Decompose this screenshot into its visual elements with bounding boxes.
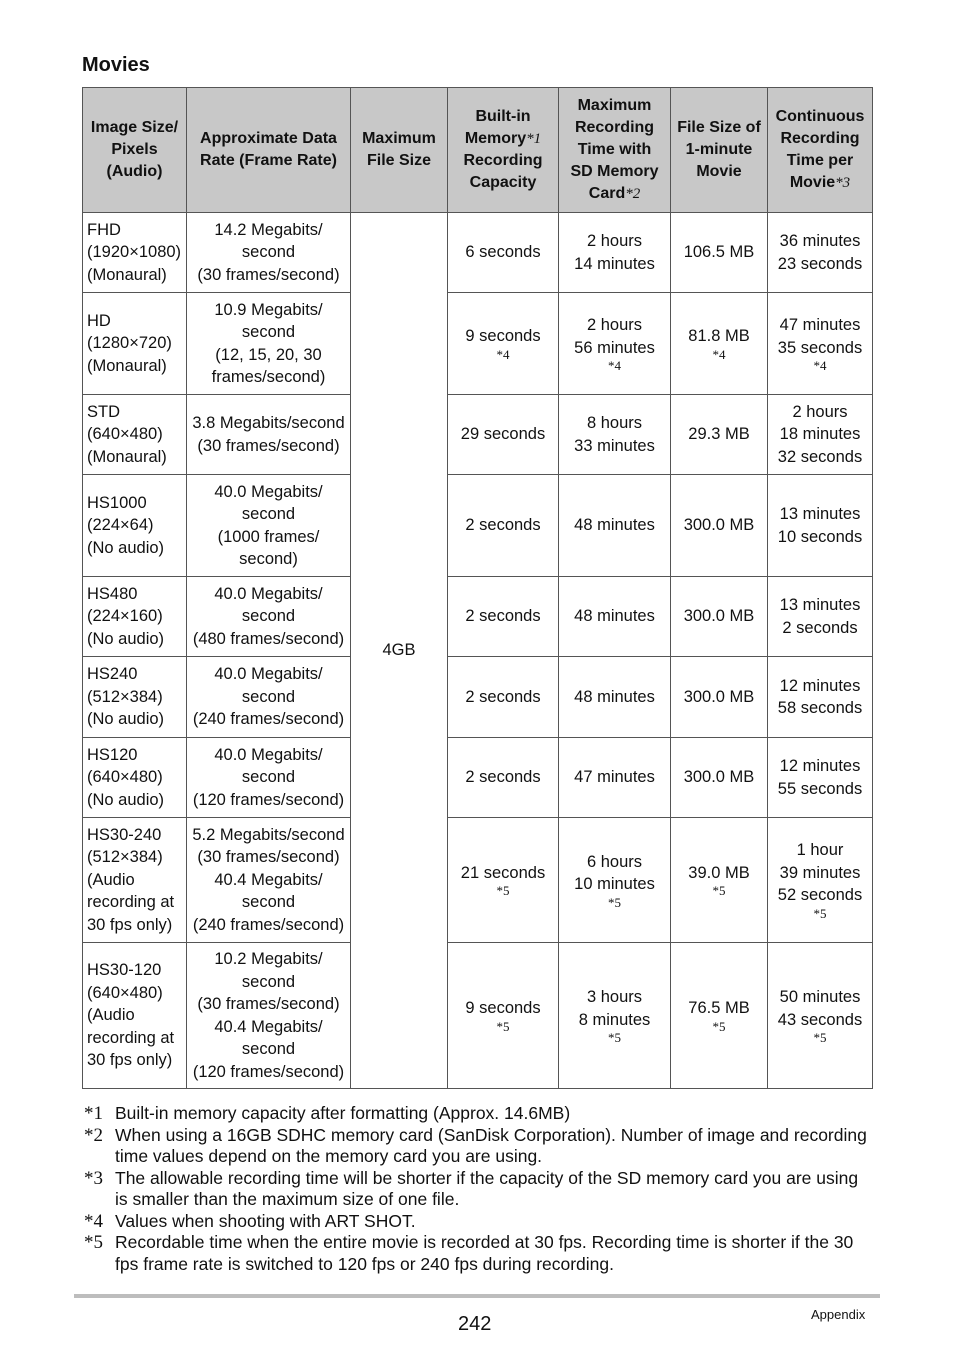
sd-recording-time-cell: 48 minutes	[559, 577, 671, 657]
page-title: Movies	[82, 54, 150, 76]
max-file-size-cell: 4GB	[351, 213, 448, 1089]
footnote-mark: *1	[84, 1103, 103, 1124]
data-rate-cell: 40.0 Megabits/ second (1000 frames/ second)	[187, 475, 351, 577]
file-size-cell: 300.0 MB	[671, 577, 768, 657]
sd-recording-time-cell: 2 hours 56 minutes *4	[559, 293, 671, 395]
continuous-time-cell: 13 minutes 10 seconds	[768, 475, 873, 577]
footnote-text: The allowable recording time will be shorter if the capacity of the SD memory card you are using is smaller than the maximum size of one file.	[115, 1167, 859, 1209]
footnote-mark: *1	[526, 131, 542, 147]
footnote-mark: *3	[835, 175, 851, 191]
continuous-time-cell: 12 minutes 55 seconds	[768, 738, 873, 818]
header-builtin-capacity: Built-in Memory*1 Recording Capacity	[448, 88, 559, 213]
footnote	[84, 1125, 874, 1168]
table-row	[83, 213, 873, 293]
table-row	[83, 738, 873, 818]
data-rate-cell: 40.0 Megabits/ second (240 frames/second)	[187, 657, 351, 738]
table-body	[83, 213, 873, 1089]
table-row	[83, 395, 873, 475]
footnote	[84, 1103, 874, 1125]
builtin-capacity-cell: 6 seconds	[448, 213, 559, 293]
builtin-capacity-cell: 2 seconds	[448, 657, 559, 738]
image-size-cell: FHD (1920×1080) (Monaural)	[83, 213, 187, 293]
builtin-capacity-cell: 2 seconds	[448, 577, 559, 657]
footnote-mark: *2	[84, 1124, 103, 1146]
footnote-mark: *4	[608, 358, 621, 373]
table-header-row	[83, 88, 873, 213]
continuous-time-cell: 2 hours 18 minutes 32 seconds	[768, 395, 873, 475]
data-rate-cell: 40.0 Megabits/ second (480 frames/second)	[187, 577, 351, 657]
sd-recording-time-cell: 47 minutes	[559, 738, 671, 818]
builtin-capacity-cell: 9 seconds *4	[448, 293, 559, 395]
image-size-cell: HD (1280×720) (Monaural)	[83, 293, 187, 395]
file-size-cell: 29.3 MB	[671, 395, 768, 475]
header-sd-recording-time: Maximum Recording Time with SD Memory Card*2	[559, 88, 671, 213]
continuous-time-cell: 47 minutes 35 seconds *4	[768, 293, 873, 395]
footnote-mark: *5	[84, 1232, 103, 1253]
data-rate-cell: 40.0 Megabits/ second (120 frames/second)	[187, 738, 351, 818]
table-row	[83, 657, 873, 738]
image-size-cell: HS1000 (224×64) (No audio)	[83, 475, 187, 577]
table-row	[83, 475, 873, 577]
sd-recording-time-cell: 2 hours 14 minutes	[559, 213, 671, 293]
image-size-cell: HS120 (640×480) (No audio)	[83, 738, 187, 818]
image-size-cell: STD (640×480) (Monaural)	[83, 395, 187, 475]
file-size-cell: 300.0 MB	[671, 657, 768, 738]
footnotes	[84, 1103, 874, 1275]
sd-recording-time-cell: 3 hours 8 minutes *5	[559, 943, 671, 1089]
continuous-time-cell: 1 hour 39 minutes 52 seconds *5	[768, 818, 873, 943]
footnote-mark: *5	[813, 1030, 827, 1045]
section-label: Appendix	[811, 1307, 866, 1322]
footnote-text: When using a 16GB SDHC memory card (SanDisk Corporation). Number of image and recording time values depend on the memory card you are using.	[115, 1124, 867, 1166]
builtin-capacity-cell: 29 seconds	[448, 395, 559, 475]
sd-recording-time-cell: 48 minutes	[559, 475, 671, 577]
footnote-mark: *5	[712, 1018, 726, 1034]
footnote-mark: *4	[813, 358, 827, 373]
continuous-time-cell: 12 minutes 58 seconds	[768, 657, 873, 738]
sd-recording-time-cell: 48 minutes	[559, 657, 671, 738]
data-rate-cell: 10.2 Megabits/ second (30 frames/second) 40.4 Megabits/ second (120 frames/second)	[187, 943, 351, 1089]
sd-recording-time-cell: 8 hours 33 minutes	[559, 395, 671, 475]
footnote-mark: *5	[712, 883, 726, 899]
data-rate-cell: 14.2 Megabits/ second (30 frames/second)	[187, 213, 351, 293]
data-rate-cell: 10.9 Megabits/ second (12, 15, 20, 30 frames/second)	[187, 293, 351, 395]
builtin-capacity-cell: 21 seconds *5	[448, 818, 559, 943]
page-number: 242	[458, 1313, 492, 1335]
table-row	[83, 293, 873, 395]
file-size-cell: 81.8 MB *4	[671, 293, 768, 395]
footnote	[84, 1168, 874, 1211]
footnote-text: Values when shooting with ART SHOT.	[115, 1210, 416, 1231]
footnote-text: Built-in memory capacity after formatting (Approx. 14.6MB)	[115, 1103, 571, 1123]
builtin-capacity-cell: 2 seconds	[448, 738, 559, 818]
file-size-cell: 300.0 MB	[671, 738, 768, 818]
header-max-file-size: Maximum File Size	[351, 88, 448, 213]
footnote-mark: *4	[496, 346, 510, 362]
image-size-cell: HS30-120 (640×480) (Audio recording at 30 fps only)	[83, 943, 187, 1089]
file-size-cell: 106.5 MB	[671, 213, 768, 293]
footnote-mark: *4	[712, 346, 726, 362]
footnote-mark: *5	[496, 1018, 510, 1034]
image-size-cell: HS480 (224×160) (No audio)	[83, 577, 187, 657]
footnote-mark: *5	[608, 1030, 621, 1045]
builtin-capacity-cell: 9 seconds *5	[448, 943, 559, 1089]
footnote-mark: *2	[625, 186, 641, 202]
image-size-cell: HS30-240 (512×384) (Audio recording at 30 fps only)	[83, 818, 187, 943]
file-size-cell: 39.0 MB *5	[671, 818, 768, 943]
data-rate-cell: 3.8 Megabits/second (30 frames/second)	[187, 395, 351, 475]
continuous-time-cell: 50 minutes 43 seconds *5	[768, 943, 873, 1089]
sd-recording-time-cell: 6 hours 10 minutes *5	[559, 818, 671, 943]
footer-rule	[74, 1294, 880, 1298]
footnote-mark: *3	[84, 1167, 103, 1189]
footnote-text: Recordable time when the entire movie is recorded at 30 fps. Recording time is shorter if the 30 fps frame rate is switched to 120 fps or 240 fps during recording.	[115, 1232, 854, 1274]
header-data-rate: Approximate Data Rate (Frame Rate)	[187, 88, 351, 213]
file-size-cell: 300.0 MB	[671, 475, 768, 577]
data-rate-cell: 5.2 Megabits/second (30 frames/second) 40.4 Megabits/ second (240 frames/second)	[187, 818, 351, 943]
table-row	[83, 943, 873, 1089]
footnote-mark: *5	[608, 894, 621, 910]
table-row	[83, 818, 873, 943]
footnote-mark: *5	[496, 883, 510, 899]
movies-table	[82, 87, 873, 1089]
header-image-size: Image Size/ Pixels (Audio)	[83, 88, 187, 213]
footnote-mark: *5	[813, 905, 827, 921]
image-size-cell: HS240 (512×384) (No audio)	[83, 657, 187, 738]
footnote	[84, 1211, 874, 1233]
table-row	[83, 577, 873, 657]
footnote	[84, 1232, 874, 1275]
header-continuous-time: Continuous Recording Time per Movie*3	[768, 88, 873, 213]
header-file-size-minute: File Size of 1-minute Movie	[671, 88, 768, 213]
continuous-time-cell: 13 minutes 2 seconds	[768, 577, 873, 657]
file-size-cell: 76.5 MB *5	[671, 943, 768, 1089]
builtin-capacity-cell: 2 seconds	[448, 475, 559, 577]
continuous-time-cell: 36 minutes 23 seconds	[768, 213, 873, 293]
footnote-mark: *4	[84, 1210, 103, 1232]
